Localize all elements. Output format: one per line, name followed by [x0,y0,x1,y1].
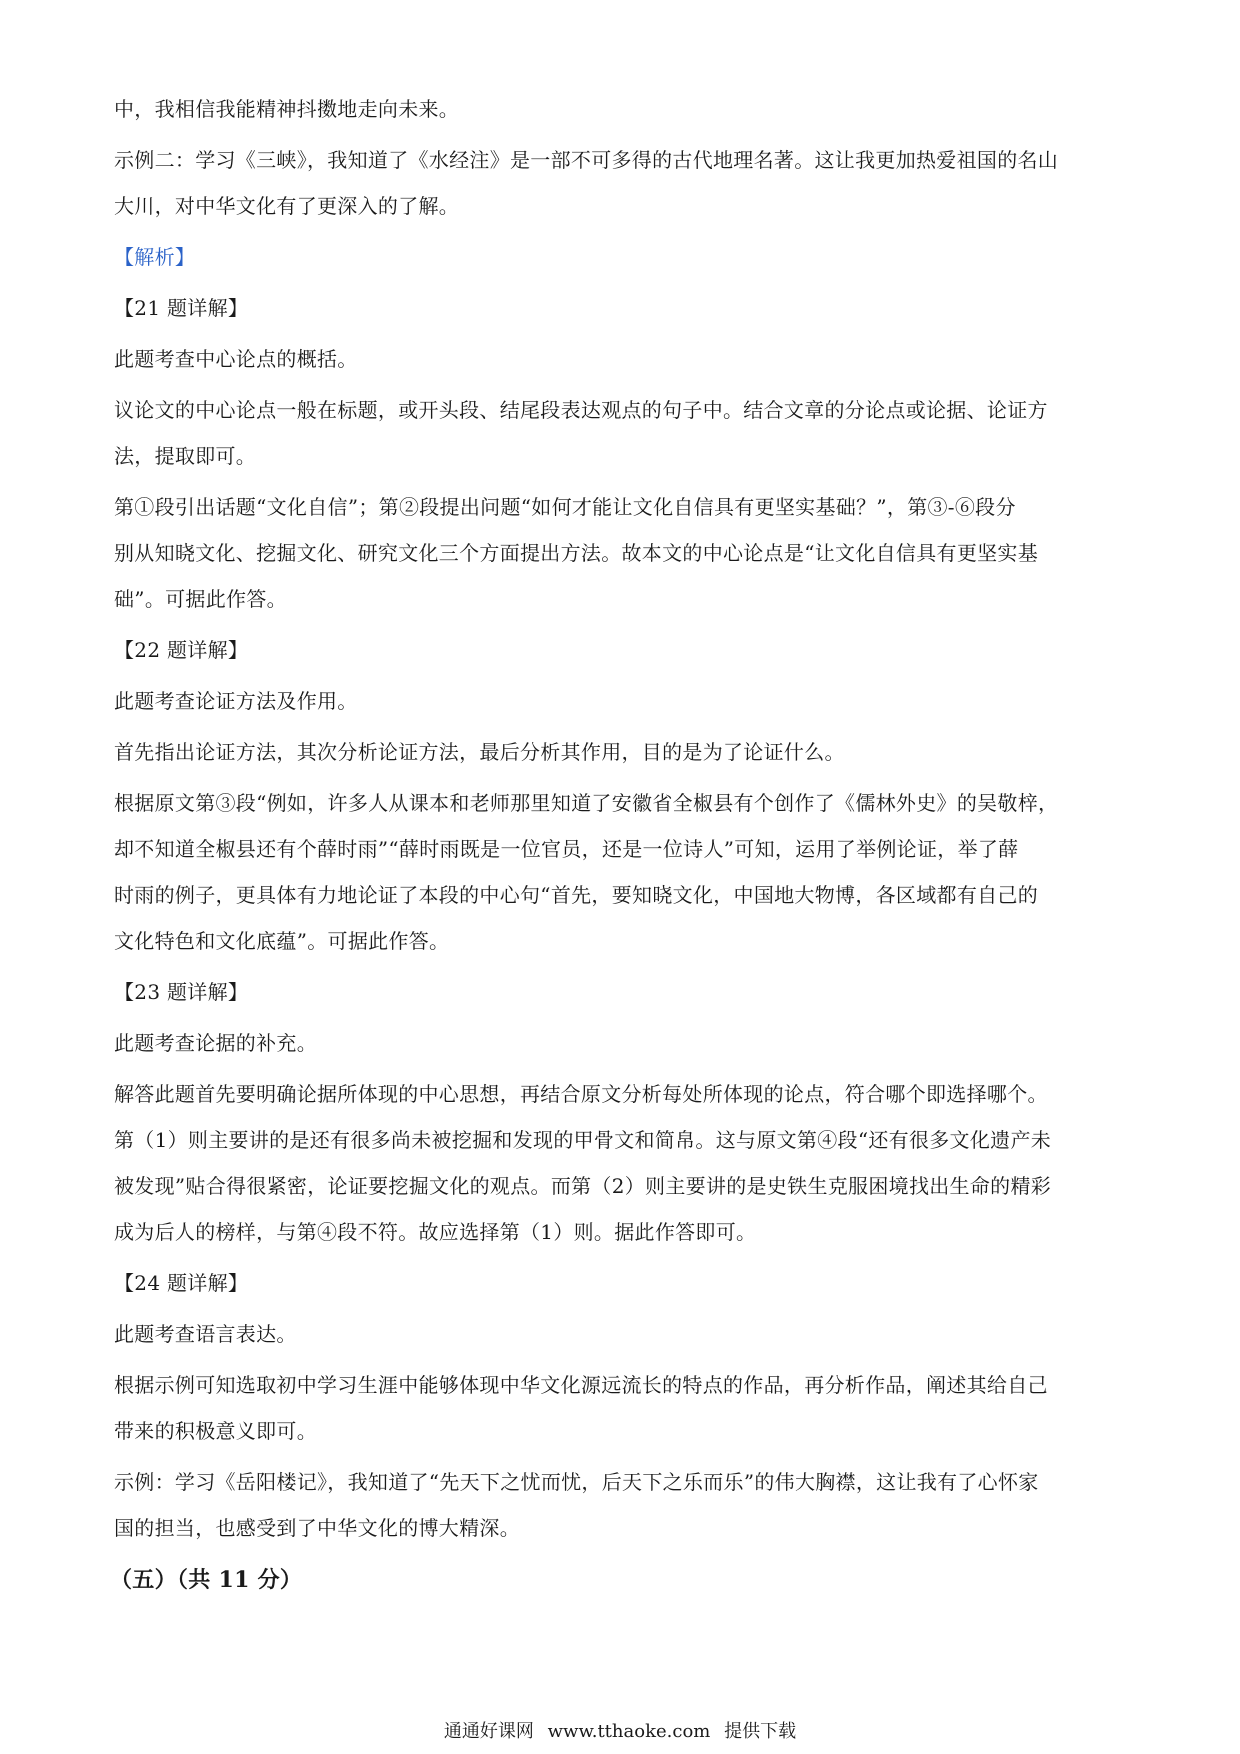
text-line: 被发现”贴合得很紧密，论证要挖掘文化的观点。而第（2）则主要讲的是史铁生克服困境找出生命的精彩 [114,1174,1052,1198]
text-line: 示例二：学习《三峡》，我知道了《水经注》是一部不可多得的古代地理名著。这让我更加热爱祖国的名山 [114,148,1059,172]
text-line: 解答此题首先要明确论据所体现的中心思想，再结合原文分析每处所体现的论点，符合哪个即选择哪个。 [114,1082,1048,1106]
text-line: 根据原文第③段“例如，许多人从课本和老师那里知道了安徽省全椒县有个创作了《儒林外史》的吴敬梓， [114,791,1059,815]
text-line: 议论文的中心论点一般在标题，或开头段、结尾段表达观点的句子中。结合文章的分论点或论据、论证方 [114,398,1048,422]
section-heading: （五）（共 11 分） [110,1567,303,1593]
text-line: 此题考查语言表达。 [114,1322,297,1346]
question-heading-21: 【21 题详解】 [114,296,249,320]
question-heading-23: 【23 题详解】 [114,980,249,1004]
text-line: 却不知道全椒县还有个薛时雨”“薛时雨既是一位官员，还是一位诗人”可知，运用了举例论证，举了薛 [114,837,1019,861]
text-line: 础”。可据此作答。 [114,587,287,611]
text-line: 带来的积极意义即可。 [114,1419,317,1443]
document-body [110,96,1134,1594]
footer-url[interactable]: www.tthaoke.com [547,1721,711,1742]
question-heading-22: 【22 题详解】 [114,638,249,662]
question-heading-24: 【24 题详解】 [114,1271,249,1295]
page-footer [0,1721,1240,1743]
text-line: 文化特色和文化底蕴”。可据此作答。 [114,929,450,953]
text-line: 示例：学习《岳阳楼记》，我知道了“先天下之忧而忧，后天下之乐而乐”的伟大胸襟，这让我有了心怀家 [114,1470,1039,1494]
text-line: 大川，对中华文化有了更深入的了解。 [114,194,460,218]
text-line: 成为后人的榜样，与第④段不符。故应选择第（1）则。据此作答即可。 [114,1220,757,1244]
text-line: 法，提取即可。 [114,444,257,468]
text-line: 此题考查论据的补充。 [114,1031,317,1055]
text-line: 此题考查论证方法及作用。 [114,689,358,713]
text-line: 此题考查中心论点的概括。 [114,347,358,371]
text-line: 中，我相信我能精神抖擞地走向未来。 [114,97,460,121]
text-line: 国的担当，也感受到了中华文化的博大精深。 [114,1516,520,1540]
text-line: 时雨的例子，更具体有力地论证了本段的中心句“首先，要知晓文化，中国地大物博，各区域都有自己的 [114,883,1039,907]
text-line: 首先指出论证方法，其次分析论证方法，最后分析其作用，目的是为了论证什么。 [114,740,845,764]
text-line: 第（1）则主要讲的是还有很多尚未被挖掘和发现的甲骨文和简帛。这与原文第④段“还有很多文化遗产未 [114,1128,1052,1152]
text-line: 别从知晓文化、挖掘文化、研究文化三个方面提出方法。故本文的中心论点是“让文化自信具有更坚实基 [114,541,1039,565]
text-line: 根据示例可知选取初中学习生涯中能够体现中华文化源远流长的特点的作品，再分析作品，阐述其给自己 [114,1373,1048,1397]
footer-site-name: 通通好课网 [443,1721,534,1742]
footer-suffix: 提供下载 [724,1721,797,1742]
analysis-heading: 【解析】 [114,245,196,269]
text-line: 第①段引出话题“文化自信”；第②段提出问题“如何才能让文化自信具有更坚实基础？”，第③-⑥段分 [114,495,1016,519]
